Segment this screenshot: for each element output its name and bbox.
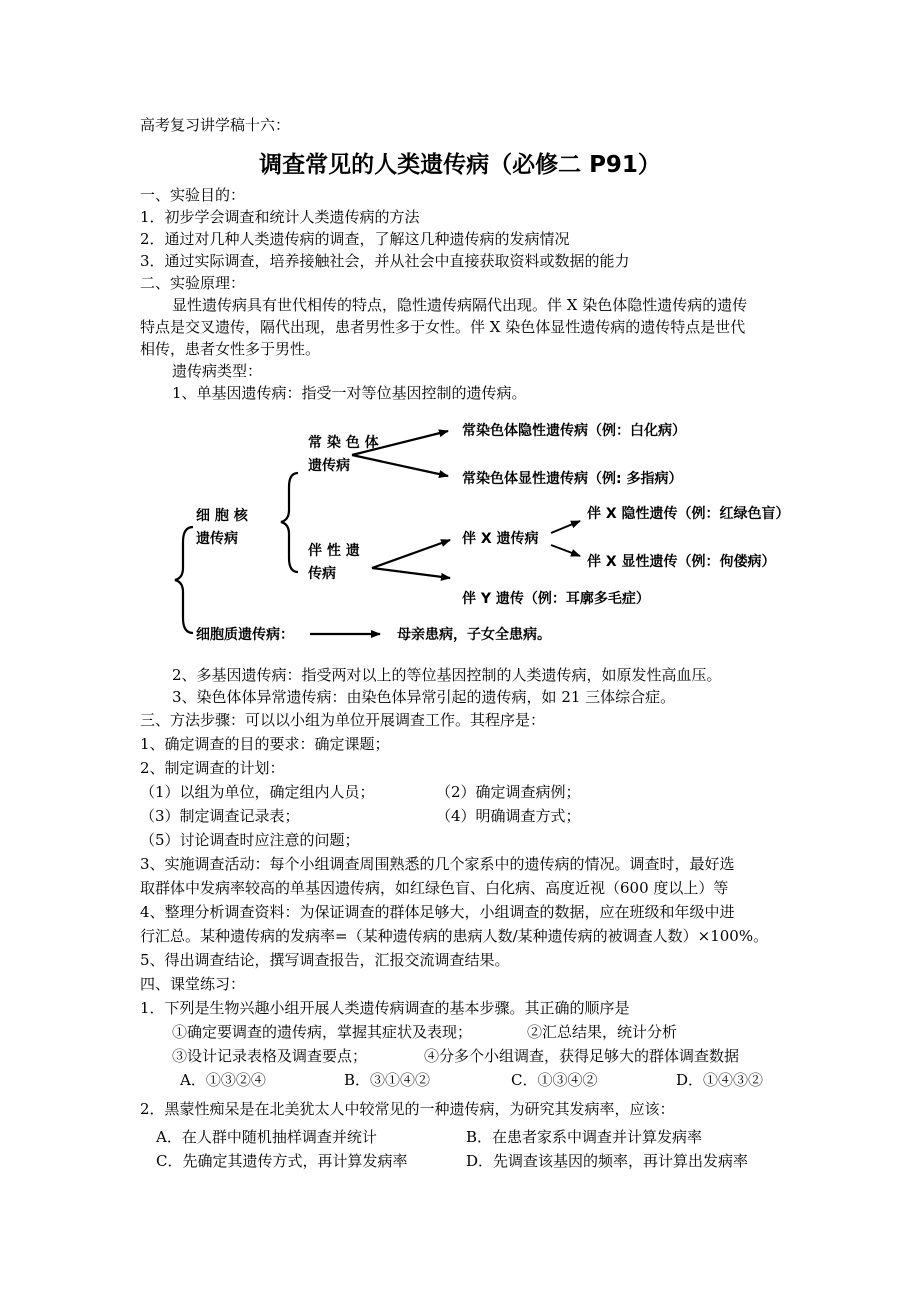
autosomal-recessive-label: 常染色体隐性遗传病（例：白化病） — [462, 423, 686, 439]
sex-linked-label-b: 传病 — [308, 566, 336, 582]
step-5: 5、得出调查结论，撰写调查报告，汇报交流调查结果。 — [140, 951, 510, 969]
x-recessive-label: 伴 X 隐性遗传（例：红绿色盲） — [587, 506, 790, 522]
y-linked-label: 伴 Y 遗传（例：耳廓多毛症） — [462, 591, 650, 607]
inner-brace — [281, 473, 298, 572]
types-label: 遗传病类型： — [172, 362, 263, 380]
arrow-y-linked — [372, 568, 450, 578]
autosomal-label-a: 常 染 色 体 — [308, 435, 379, 451]
principle-line-3: 相传，患者女性多于男性。 — [140, 340, 321, 358]
section-1-heading: 一、实验目的： — [140, 186, 246, 204]
objective-2: 2．通过对几种人类遗传病的调查，了解这几种遗传病的发病情况 — [140, 230, 570, 248]
plan-5: （5）讨论调查时应注意的问题； — [140, 831, 360, 849]
q1-item-3: ③设计记录表格及调查要点； — [172, 1047, 368, 1065]
principle-line-1: 显性遗传病具有世代相传的特点，隐性遗传病隔代出现。伴 X 染色体隐性遗传病的遗传 — [172, 296, 748, 314]
arrow-x-linked — [372, 540, 450, 568]
cytoplasmic-result: 母亲患病，子女全患病。 — [397, 627, 551, 643]
autosomal-label-b: 遗传病 — [308, 458, 350, 474]
autosomal-dominant-label: 常染色体显性遗传病（例: 多指病） — [462, 471, 683, 487]
objective-3: 3．通过实际调查，培养接触社会，并从社会中直接获取资料或数据的能力 — [140, 252, 630, 270]
q1-item-1: ①确定要调查的遗传病，掌握其症状及表现； — [172, 1023, 473, 1041]
q1-option-c: C．①③④② — [511, 1071, 598, 1089]
principle-line-2: 特点是交叉遗传，隔代出现，患者男性多于女性。伴 X 染色体显性遗传病的遗传特点是世代 — [140, 318, 746, 336]
objective-1: 1．初步学会调查和统计人类遗传病的方法 — [140, 208, 420, 226]
type-2-text: 2、多基因遗传病：指受两对以上的等位基因控制的人类遗传病，如原发性高血压。 — [172, 666, 722, 684]
step-4-line-1: 4、整理分析调查资料：为保证调查的群体足够大，小组调查的数据，应在班级和年级中进 — [140, 903, 735, 921]
q1-item-2: ②汇总结果，统计分析 — [527, 1023, 678, 1041]
step-2: 2、制定调查的计划： — [140, 759, 285, 777]
outer-brace — [175, 527, 193, 633]
step-4-line-2: 行汇总。某种遗传病的发病率=（某种遗传病的患病人数/某种遗传病的被调查人数）×100%。 — [140, 927, 769, 945]
header-label: 高考复习讲学稿十六： — [140, 116, 291, 134]
step-3-line-1: 3、实施调查活动：每个小组调查周围熟悉的几个家系中的遗传病的情况。调查时，最好选 — [140, 855, 735, 873]
question-1-stem: 1．下列是生物兴趣小组开展人类遗传病调查的基本步骤。其正确的顺序是 — [140, 999, 630, 1017]
plan-2: （2）确定调查病例； — [436, 783, 581, 801]
nuclear-label-b: 遗传病 — [196, 531, 238, 547]
arrow-x-dominant — [551, 545, 580, 556]
section-3-heading: 三、方法步骤：可以以小组为单位开展调查工作。其程序是： — [140, 711, 546, 729]
question-2-stem: 2．黑蒙性痴呆是在北美犹太人中较常见的一种遗传病，为研究其发病率，应该： — [140, 1100, 675, 1118]
q1-option-b: B．③①④② — [344, 1071, 431, 1089]
arrow-autosomal-dominant — [352, 455, 448, 476]
sex-linked-label-a: 伴 性 遗 — [308, 543, 360, 559]
q1-item-4: ④分多个小组调查，获得足够大的群体调查数据 — [424, 1047, 740, 1065]
type-1-text: 1、单基因遗传病：指受一对等位基因控制的遗传病。 — [172, 384, 527, 402]
step-3-line-2: 取群体中发病率较高的单基因遗传病，如红绿色盲、白化病、高度近视（600 度以上）等 — [140, 879, 729, 897]
type-3-text: 3、染色体体异常遗传病：由染色体异常引起的遗传病，如 21 三体综合症。 — [172, 688, 676, 706]
q2-option-a: A．在人群中随机抽样调查并统计 — [156, 1128, 377, 1146]
x-dominant-label: 伴 X 显性遗传（例：佝偻病） — [587, 554, 776, 570]
section-2-heading: 二、实验原理： — [140, 274, 246, 292]
q2-option-b: B．在患者家系中调查并计算发病率 — [466, 1128, 703, 1146]
q2-option-d: D．先调查该基因的频率，再计算出发病率 — [466, 1152, 749, 1170]
cytoplasmic-label: 细胞质遗传病： — [196, 627, 294, 643]
section-4-heading: 四、课堂练习： — [140, 975, 246, 993]
x-linked-label: 伴 X 遗传病 — [462, 531, 539, 547]
step-1: 1、确定调查的目的要求：确定课题； — [140, 735, 390, 753]
arrow-x-recessive — [551, 521, 580, 533]
q1-option-a: A．①③②④ — [180, 1071, 266, 1089]
plan-4: （4）明确调查方式； — [436, 807, 581, 825]
q1-option-d: D．①④③② — [676, 1071, 764, 1089]
page-title: 调查常见的人类遗传病（必修二 P91） — [259, 152, 661, 178]
nuclear-label-a: 细 胞 核 — [196, 508, 248, 524]
plan-1: （1）以组为单位，确定组内人员； — [140, 783, 375, 801]
q2-option-c: C．先确定其遗传方式，再计算发病率 — [156, 1152, 408, 1170]
plan-3: （3）制定调查记录表； — [140, 807, 300, 825]
